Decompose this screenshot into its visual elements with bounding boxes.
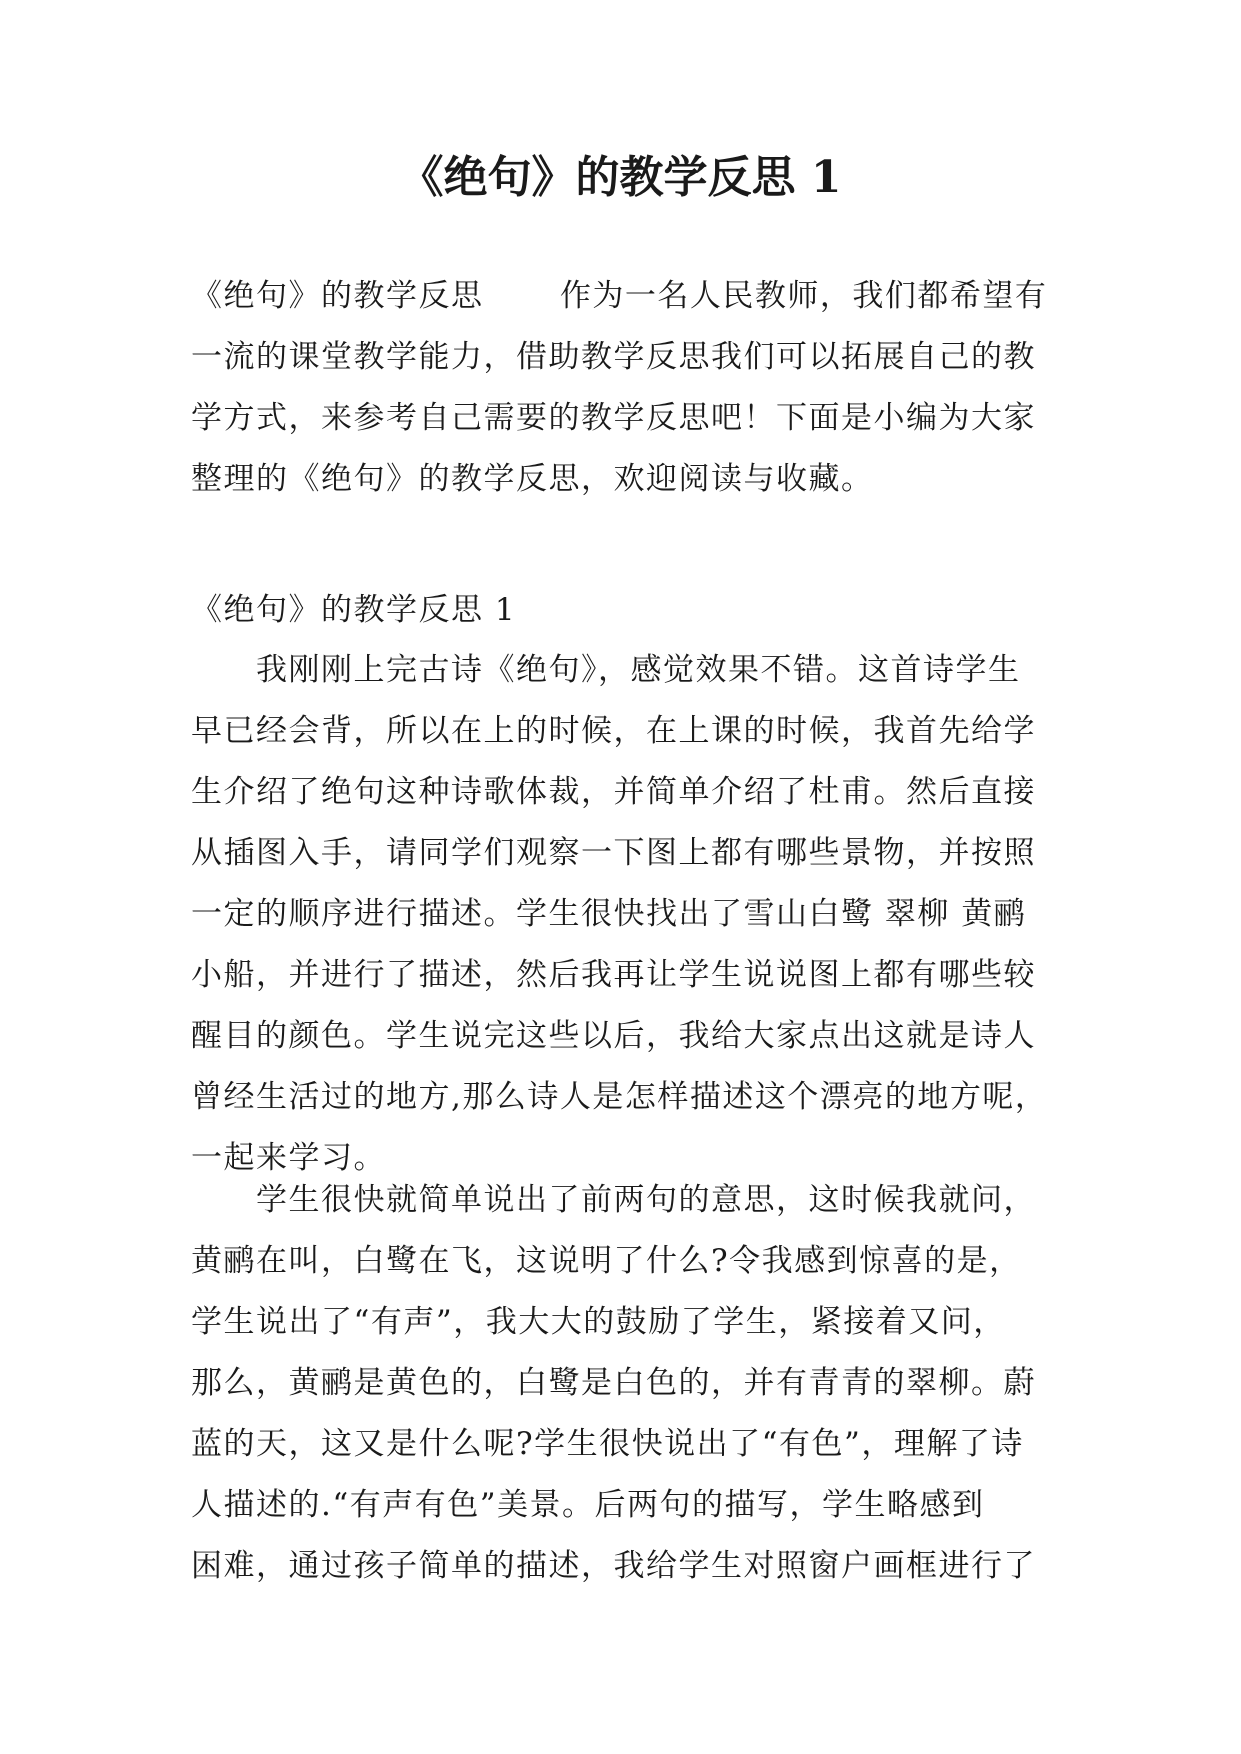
paragraph-line: 黄鹂在叫，白鹭在飞，这说明了什么?令我感到惊喜的是，	[191, 1243, 1022, 1279]
paragraph-line: 那么，黄鹂是黄色的，白鹭是白色的，并有青青的翠柳。蔚	[191, 1365, 1036, 1401]
intro-line: 学方式，来参考自己需要的教学反思吧！下面是小编为大家	[191, 400, 1036, 436]
intro-line: 《绝句》的教学反思 作为一名人民教师，我们都希望有	[191, 278, 1048, 314]
paragraph-line: 从插图入手，请同学们观察一下图上都有哪些景物，并按照	[191, 835, 1036, 871]
paragraph-line: 一定的顺序进行描述。学生很快找出了雪山白鹭 翠柳 黄鹂	[191, 896, 1027, 932]
paragraph-line: 生介绍了绝句这种诗歌体裁，并简单介绍了杜甫。然后直接	[191, 774, 1036, 810]
intro-paragraph	[191, 266, 1061, 510]
paragraph-line: 醒目的颜色。学生说完这些以后，我给大家点出这就是诗人	[191, 1018, 1036, 1054]
paragraph-line: 小船，并进行了描述，然后我再让学生说说图上都有哪些较	[191, 957, 1036, 993]
paragraph-line: 曾经生活过的地方,那么诗人是怎样描述这个漂亮的地方呢，	[191, 1079, 1048, 1115]
intro-line: 一流的课堂教学能力，借助教学反思我们可以拓展自己的教	[191, 339, 1036, 375]
paragraph-line: 困难，通过孩子简单的描述，我给学生对照窗户画框进行了	[191, 1548, 1036, 1584]
paragraph-2	[191, 1170, 1061, 1597]
document-title: 《绝句》的教学反思 1	[399, 152, 842, 203]
intro-line: 整理的《绝句》的教学反思，欢迎阅读与收藏。	[191, 461, 874, 497]
paragraph-line: 学生说出了“有声”，我大大的鼓励了学生，紧接着又问，	[191, 1304, 1006, 1340]
paragraph-1	[191, 640, 1061, 1189]
section-heading: 《绝句》的教学反思 1	[191, 592, 517, 628]
paragraph-line: 一起来学习。	[191, 1140, 386, 1176]
paragraph-line: 早已经会背，所以在上的时候，在上课的时候，我首先给学	[191, 713, 1036, 749]
paragraph-line: 学生很快就简单说出了前两句的意思，这时候我就问，	[191, 1182, 1036, 1218]
paragraph-line: 我刚刚上完古诗《绝句》，感觉效果不错。这首诗学生	[191, 652, 1021, 688]
paragraph-line: 蓝的天，这又是什么呢?学生很快说出了“有色”，理解了诗	[191, 1426, 1024, 1462]
paragraph-line: 人描述的.“有声有色”美景。后两句的描写，学生略感到	[191, 1487, 985, 1523]
